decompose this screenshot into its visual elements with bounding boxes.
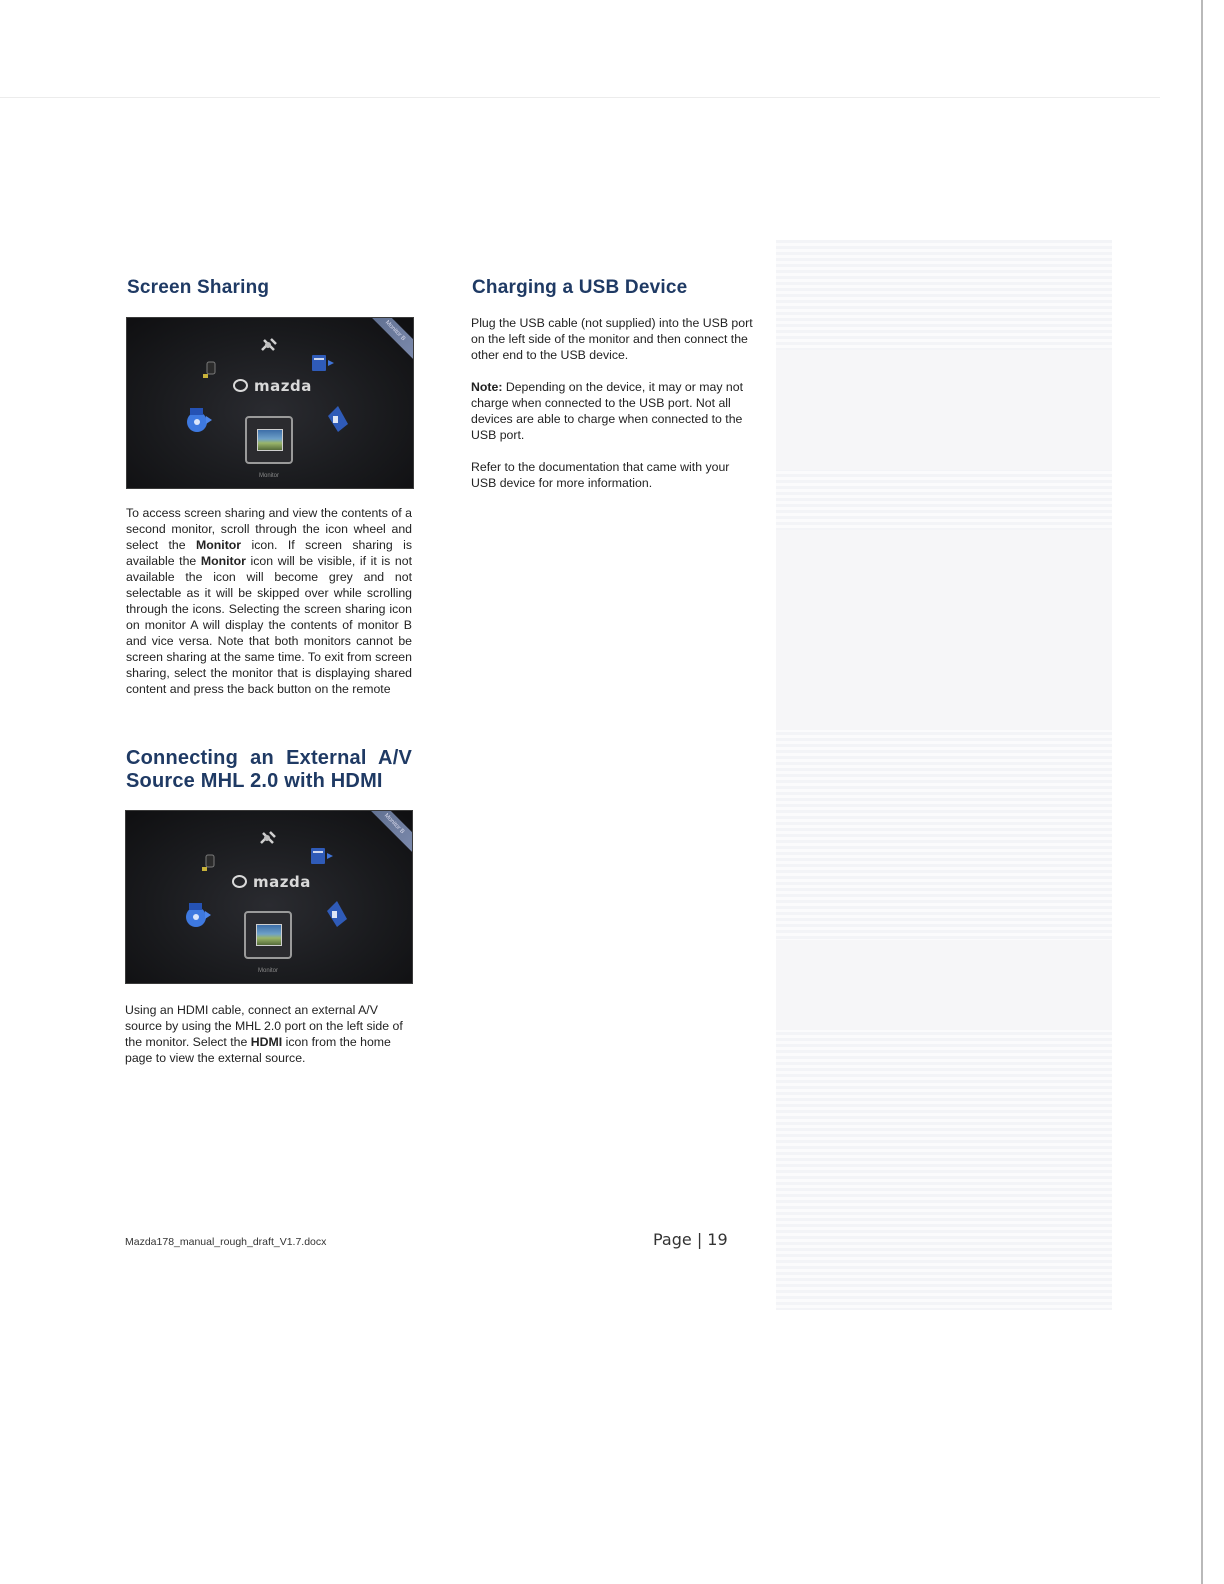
external-av-paragraph: Using an HDMI cable, connect an external A/V source by using the MHL 2.0 port on the left side of the monitor. Select the HDMI icon from the home page to view the external source. [125,1003,403,1065]
hdmi-icon [323,899,349,929]
footer-filename: Mazda178_manual_rough_draft_V1.7.docx [125,1236,327,1248]
dvd-icon [184,406,214,434]
hdmi-icon [324,404,350,434]
satellite-icon [258,829,278,847]
page-edge-shadow [1201,0,1203,1584]
page-number: Page | 19 [653,1230,728,1249]
sd-card-icon [310,352,336,374]
monitor-app-tile [244,911,292,959]
usb-paragraph-3: Refer to the documentation that came with your USB device for more information. [471,460,730,490]
monitor-tile-label: Monitor [257,968,278,974]
mazda-logo: mazda [233,377,312,395]
dvd-icon [183,901,213,929]
mazda-logo: mazda [232,873,311,891]
usb-paragraph-1: Plug the USB cable (not supplied) into the USB port on the left side of the monitor and then connect the other end to the USB device. [471,316,753,362]
usb-icon [201,360,223,380]
usb-note-paragraph: Note: Depending on the device, it may or may not charge when connected to the USB port. Not all devices are able to charge when connected to the USB port. [471,380,744,442]
screen-sharing-paragraph: To access screen sharing and view the contents of a second monitor, scroll through the icon wheel and select the Monitor icon. If screen sharing is available the Monitor icon will be visible, if it is not available the icon will become grey and not selectable as it will be skipped over while scrolling through the icons. Selecting the screen sharing icon on monitor A will display the contents of monitor B and vice versa. Note that both monitors cannot be screen sharing at the same time. To exit from screen sharing, select the monitor that is displaying shared content and press the back button on the remote [126,506,412,696]
monitor-tile-label: Monitor [258,473,279,479]
heading-charging-usb: Charging a USB Device [472,277,688,298]
monitor-app-tile [245,416,293,464]
screenshot-screen-sharing [126,317,414,489]
monitor-b-ribbon: Monitor B [362,317,414,364]
heading-external-av-line2: Source MHL 2.0 with HDMI [126,770,383,792]
sd-card-icon [309,845,335,867]
screenshot-external-av [125,810,413,984]
scan-artifact-panel [776,240,1112,1310]
heading-external-av: Connecting an External A/V [126,747,412,769]
header-rule [0,97,1160,98]
satellite-icon [259,336,279,354]
heading-screen-sharing: Screen Sharing [127,277,270,298]
monitor-b-ribbon: Monitor B [361,810,413,857]
usb-icon [200,853,222,873]
